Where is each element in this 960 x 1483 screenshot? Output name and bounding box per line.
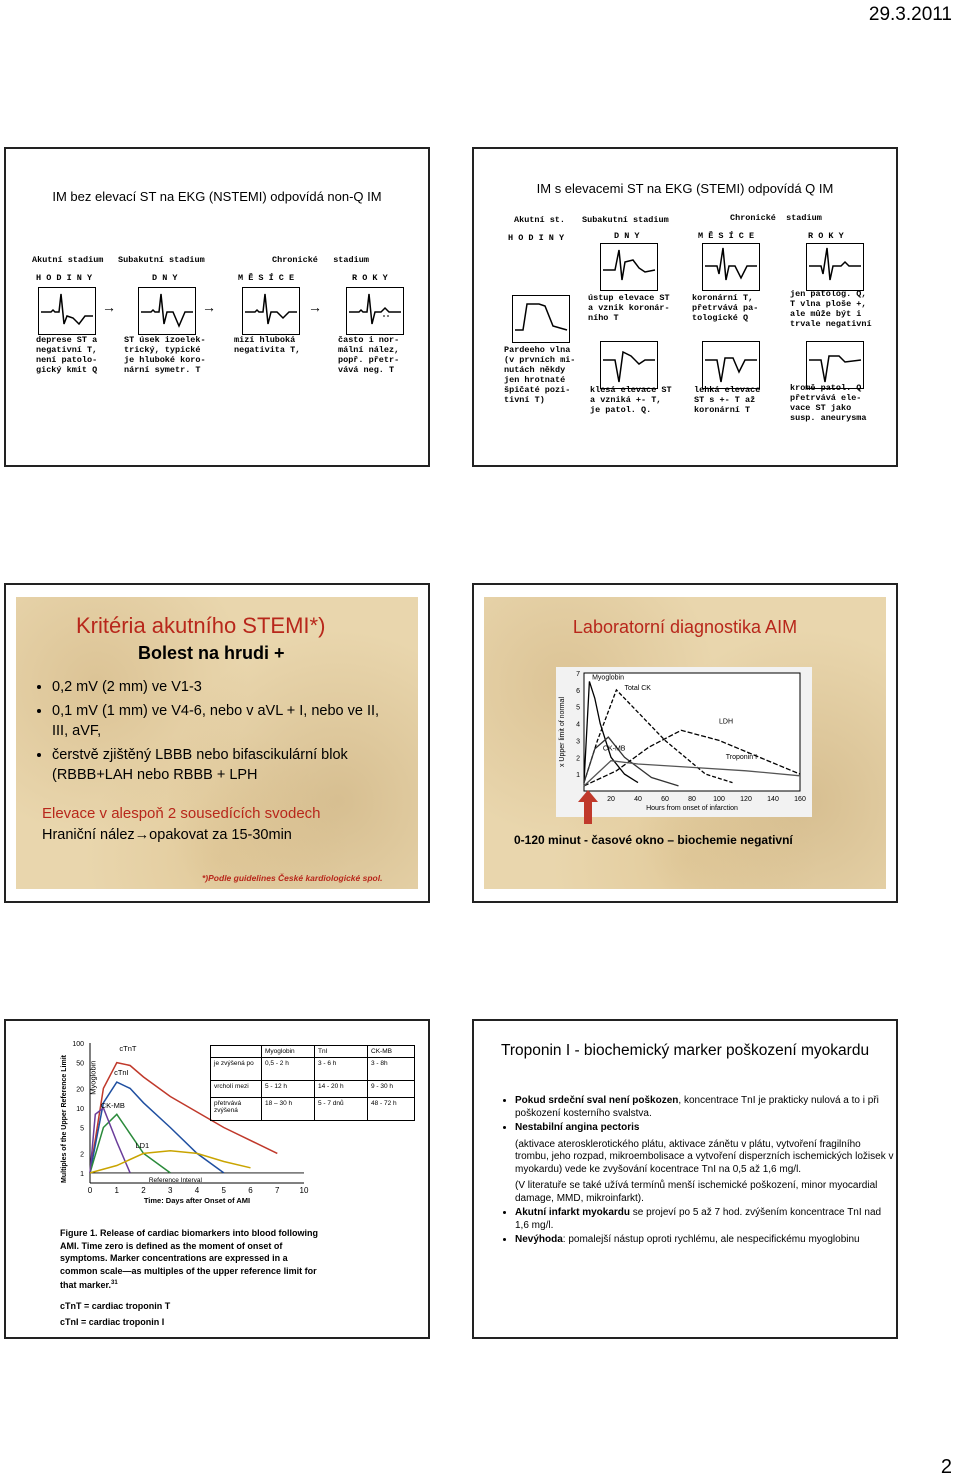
ecg-complex	[806, 341, 864, 389]
time-label: D N Y	[614, 231, 640, 241]
series-label: Troponin I	[725, 753, 758, 761]
table-header	[211, 1046, 262, 1058]
table-header: CK-MB	[368, 1046, 415, 1058]
x-tick-label: 6	[248, 1186, 253, 1195]
ecg-complex	[600, 341, 658, 389]
list-item	[515, 1234, 895, 1247]
y-tick-label: 5	[80, 1125, 84, 1133]
table-cell: 14 - 20 h	[315, 1081, 368, 1098]
ecg-complex	[702, 243, 760, 291]
series-label: cTnT	[119, 1044, 137, 1054]
biomarker-table	[210, 1045, 415, 1121]
table-cell: 0,5 - 2 h	[262, 1058, 315, 1081]
slide-troponin	[472, 1019, 898, 1339]
y-tick-label: 4	[576, 721, 580, 729]
ecg-caption: ústup elevace ST a vznik koronár- ního T	[588, 293, 670, 323]
stage-label: Chronické stadium	[272, 255, 369, 265]
y-tick-label: 10	[76, 1105, 84, 1113]
paragraph: (V literatuře se také užívá termínů menší ischemické poškození, minor myocardial damage, MMD, mikroinfarkt).	[515, 1180, 878, 1204]
stage-label: Subakutní stadium	[118, 255, 205, 265]
emphasis: Nevýhoda	[515, 1234, 563, 1245]
page-number: 2	[940, 1456, 952, 1478]
x-tick-label: 40	[634, 796, 642, 803]
slide-nstemi	[4, 147, 430, 467]
list-item: • 0,1 mV (1 mm) ve V4-6, nebo v aVL + I, nebo ve II, III, aVF,	[52, 701, 392, 741]
table-cell: 3 - 8h	[368, 1058, 415, 1081]
x-tick-label: 80	[688, 796, 696, 803]
ecg-complex	[346, 287, 404, 335]
ecg-complex	[242, 287, 300, 335]
arrow-icon: →	[308, 299, 322, 315]
y-tick-label: 7	[576, 671, 580, 678]
ctnt-legend: cTnT = cardiac troponin T	[60, 1300, 171, 1311]
table-header: TnI	[315, 1046, 368, 1058]
table-cell: 48 - 72 h	[368, 1098, 415, 1121]
x-tick-label: 20	[607, 796, 615, 803]
y-tick-label: 2	[80, 1151, 84, 1159]
x-tick-label: 2	[141, 1186, 146, 1195]
series-label: LD1	[135, 1141, 150, 1151]
time-label: H O D I N Y	[508, 233, 565, 243]
series-line	[90, 1114, 170, 1173]
y-axis-label: Multiples of the Upper Reference Limit	[61, 1055, 68, 1183]
x-axis-label: Hours from onset of infarction	[646, 805, 738, 812]
stage-label: Chronické stadium	[730, 213, 822, 223]
time-window-caption: 0-120 minut - časové okno – biochemie negativní	[514, 833, 793, 847]
arrow-icon: →	[202, 299, 216, 315]
y-tick-label: 2	[576, 755, 580, 763]
ecg-complex	[600, 243, 658, 291]
caption-text: Figure 1. Release of cardiac biomarkers into blood following AMI. Time zero is defined as the moment of onset of symptoms. Marker concentrations are expressed in a common scale—as multiples of the upper reference limit for that marker.	[60, 1228, 319, 1290]
time-label: R O K Y	[808, 231, 844, 241]
series-label: cTnI	[114, 1068, 129, 1078]
time-label: D N Y	[152, 273, 178, 283]
list-item: • 0,2 mV (2 mm) ve V1-3	[52, 677, 392, 697]
list-item	[515, 1207, 895, 1232]
arrow-icon: →	[102, 299, 116, 315]
reference-label: Reference Interval	[148, 1176, 202, 1184]
list-item: • čerstvě zjištěný LBBB nebo bifascikulární blok (RBBB+LAH nebo RBBB + LPH	[52, 745, 392, 785]
time-label: H O D I N Y	[36, 273, 93, 283]
table-cell: přetrvává zvýšená	[211, 1098, 262, 1121]
arrow-up-icon	[578, 790, 598, 824]
table-row	[211, 1081, 415, 1098]
ecg-caption: ST úsek izoelek- trický, typické je hluboké koro- nární symetr. T	[124, 335, 206, 375]
ecg-caption: koronární T, přetrvává pa- tologické Q	[692, 293, 759, 323]
slide-stemi-criteria	[4, 583, 430, 903]
emphasis: Pokud srdeční sval není poškozen	[515, 1095, 679, 1106]
time-label: M Ě S Í C E	[238, 273, 295, 283]
slide-lab-diagnostics	[472, 583, 898, 903]
x-tick-label: 100	[713, 796, 725, 803]
paragraph: (aktivace aterosklerotického plátu, aktivace zánětu v plátu, vytvoření fragilního trombu, jeho rozpad, mikroembolisace a vytvoření disperzních ischemických ložisek v myokardu) vede ke zvyšování kocentrace TnI na 0,5 až 1,6 mg/l.	[515, 1138, 894, 1175]
x-tick-label: 120	[740, 796, 752, 803]
series-label: CK-MB	[602, 745, 626, 753]
text: se projeví po 5 až 7 hod. zvýšením koncentrace TnI nad 1,6 mg/l.	[515, 1207, 882, 1231]
y-axis-label: x Upper limit of normal	[559, 696, 566, 768]
y-tick-label: 1	[80, 1170, 84, 1178]
ecg-caption: klesá elevace ST a vzniká +- T, je patol. Q.	[590, 385, 672, 415]
figure-caption	[60, 1227, 320, 1329]
series-label: LDH	[719, 718, 734, 726]
page-date: 29.3.2011	[868, 4, 952, 25]
slide-title: Kritéria akutního STEMI*)	[76, 613, 326, 638]
table-header: Myoglobin	[262, 1046, 315, 1058]
y-tick-label: 50	[76, 1060, 84, 1068]
x-tick-label: 5	[221, 1186, 226, 1195]
x-tick-label: 10	[299, 1186, 309, 1195]
ecg-caption: Pardeeho vlna (v prvních mi- nutách někdy jen hrotnaté špičaté pozi- tivní T)	[504, 345, 576, 405]
slide-title: Troponin I - biochemický marker poškození myokardu	[500, 1042, 870, 1059]
series-line	[90, 1082, 224, 1173]
stage-label: Akutní stadium	[32, 255, 104, 265]
slide-stemi	[472, 147, 898, 467]
footnote: *)Podle guidelines České kardiologické spol.	[202, 873, 383, 883]
y-tick-label: 20	[76, 1086, 84, 1094]
ecg-caption: často i nor- mální nález, popř. přetr- vává neg. T	[338, 335, 400, 375]
slide-subtitle: Bolest na hrudi +	[138, 643, 285, 663]
x-tick-label: 160	[794, 796, 806, 803]
x-tick-label: 140	[767, 796, 779, 803]
x-tick-label: 60	[661, 796, 669, 803]
list-item	[515, 1095, 895, 1120]
stage-label: Subakutní stadium	[582, 215, 669, 225]
text: , koncentrace TnI je prakticky nulová a to i při poškození kosterního svalstva.	[515, 1095, 879, 1119]
table-cell: 5 - 12 h	[262, 1081, 315, 1098]
y-tick-label: 100	[72, 1041, 84, 1048]
borderline-note: Hraniční nález→opakovat za 15-30min	[42, 827, 292, 843]
y-tick-label: 6	[576, 687, 580, 695]
table-row	[211, 1058, 415, 1081]
ecg-caption: lehká elevace ST s +- T až koronární T	[694, 385, 761, 415]
x-axis-label: Time: Days after Onset of AMI	[143, 1196, 251, 1205]
time-label: R O K Y	[352, 273, 388, 283]
table-cell: 5 - 7 dnů	[315, 1098, 368, 1121]
y-tick-label: 3	[576, 738, 580, 746]
ecg-caption: jen patolog. Q, T vlna ploše +, ale může být i trvale negativní	[790, 289, 872, 329]
criteria-list	[34, 677, 392, 789]
slide-biomarker-release	[4, 1019, 430, 1339]
table-cell: je zvýšená po	[211, 1058, 262, 1081]
stage-label: Akutní st.	[514, 215, 566, 225]
ecg-complex	[512, 295, 570, 343]
y-tick-label: 1	[576, 772, 580, 780]
x-tick-label: 3	[168, 1186, 173, 1195]
ecg-complex	[702, 341, 760, 389]
list-item	[515, 1122, 895, 1205]
emphasis: Nestabilní angina pectoris	[515, 1122, 640, 1133]
table-row	[211, 1098, 415, 1121]
x-tick-label: 7	[275, 1186, 280, 1195]
table-cell: 3 - 6 h	[315, 1058, 368, 1081]
ecg-complex	[138, 287, 196, 335]
table-cell: vrcholí mezi	[211, 1081, 262, 1098]
table-cell: 9 - 30 h	[368, 1081, 415, 1098]
x-tick-label: 1	[114, 1186, 119, 1195]
series-label: Myoglobin	[592, 674, 625, 682]
ctni-legend: cTnI = cardiac troponin I	[60, 1317, 165, 1327]
series-label: CK-MB	[100, 1100, 125, 1110]
y-tick-label: 5	[576, 704, 580, 712]
ecg-complex	[806, 243, 864, 291]
ecg-complex	[38, 287, 96, 335]
ecg-caption: mizí hluboká negativita T,	[234, 335, 301, 355]
slide-title: IM bez elevací ST na EKG (NSTEMI) odpovídá non-Q IM	[52, 189, 382, 204]
slide-title: IM s elevacemi ST na EKG (STEMI) odpovídá Q IM	[536, 181, 834, 196]
caption-ref: 31	[111, 1280, 118, 1286]
series-label: Myoglobin	[88, 1060, 98, 1095]
slide-title: Laboratorní diagnostika AIM	[572, 617, 798, 637]
text: : pomalejší nástup oproti rychlému, ale nespecifickému myoglobinu	[562, 1234, 860, 1245]
ecg-caption: deprese ST a negativní T, není patolo- gický kmit Q	[36, 335, 98, 375]
series-label: Total CK	[624, 684, 651, 692]
ecg-caption: kromě patol. Q přetrvává ele- vace ST jako susp. aneurysma	[790, 383, 867, 423]
table-header-row	[211, 1046, 415, 1058]
elevation-note: Elevace v alespoň 2 sousedících svodech	[42, 805, 321, 822]
x-tick-label: 4	[194, 1186, 200, 1195]
time-label: M Ě S Í C E	[698, 231, 755, 241]
x-tick-label: 0	[87, 1186, 93, 1195]
emphasis: Akutní infarkt myokardu	[515, 1207, 631, 1218]
table-cell: 18 – 30 h	[262, 1098, 315, 1121]
series-line	[90, 1151, 251, 1173]
troponin-list	[498, 1095, 895, 1249]
